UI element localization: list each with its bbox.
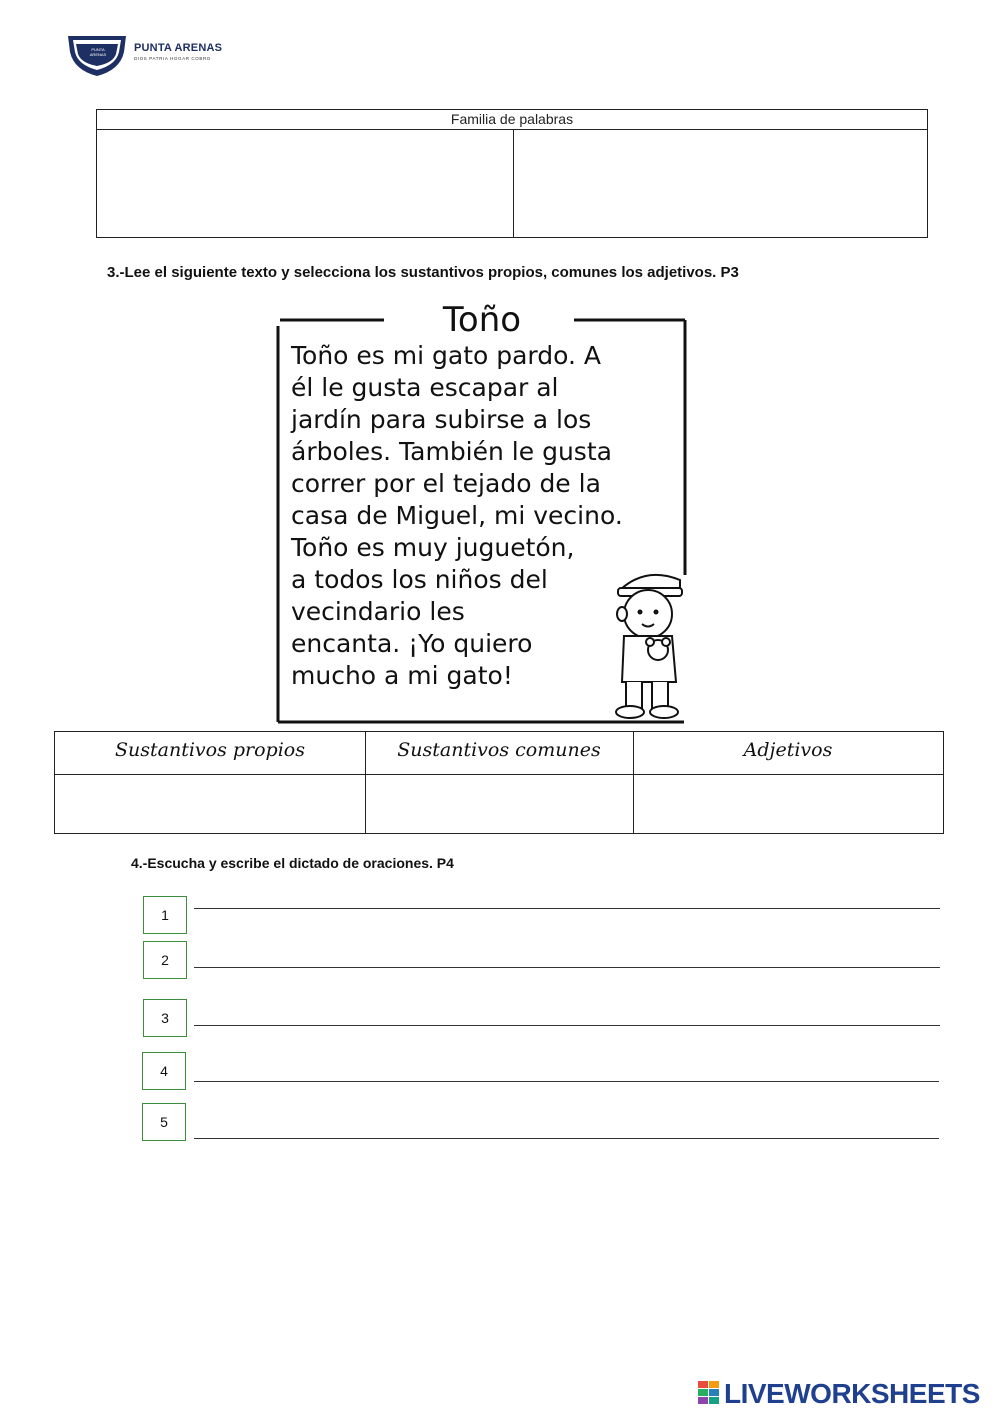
reading-line: mucho a mi gato!	[291, 661, 513, 690]
liveworksheets-brand: LIVEWORKSHEETS	[724, 1378, 980, 1409]
common-nouns-header: Sustantivos comunes	[365, 732, 633, 775]
question-4-prompt: 4.-Escucha y escribe el dictado de oraciones. P4	[131, 855, 454, 871]
dictation-answer-line[interactable]	[194, 967, 940, 968]
school-logo	[66, 32, 226, 82]
logo-title: PUNTA ARENAS	[134, 42, 223, 54]
reading-line: él le gusta escapar al	[291, 373, 559, 402]
reading-line: jardín para subirse a los	[291, 405, 592, 434]
dictation-number-box: 3	[143, 999, 187, 1037]
dictation-answer-line[interactable]	[194, 908, 940, 909]
reading-line: vecindario les	[291, 597, 465, 626]
reading-line: casa de Miguel, mi vecino.	[291, 501, 623, 530]
dictation-number-box: 2	[143, 941, 187, 979]
word-family-cell-right[interactable]	[513, 129, 927, 237]
adjectives-header: Adjetivos	[633, 732, 943, 775]
reading-title: Toño	[442, 300, 522, 340]
liveworksheets-logo-icon	[698, 1381, 720, 1405]
proper-nouns-column	[55, 732, 366, 833]
dictation-answer-line[interactable]	[194, 1138, 939, 1139]
common-nouns-answer-cell[interactable]	[365, 775, 633, 833]
dictation-number-box: 4	[142, 1052, 186, 1090]
reading-line: Toño es mi gato pardo. A	[291, 341, 601, 370]
reading-line: correr por el tejado de la	[291, 469, 601, 498]
reading-card	[276, 300, 688, 724]
logo-badge-text: PUNTA ARENAS	[89, 47, 107, 57]
word-family-header: Familia de palabras	[97, 110, 927, 130]
common-nouns-column	[365, 732, 634, 833]
adjectives-column	[633, 732, 943, 833]
proper-nouns-header: Sustantivos propios	[55, 732, 365, 775]
dictation-answer-line[interactable]	[194, 1081, 939, 1082]
proper-nouns-answer-cell[interactable]	[55, 775, 365, 833]
nouns-table	[54, 731, 944, 834]
question-3-prompt: 3.-Lee el siguiente texto y selecciona los sustantivos propios, comunes los adjetivos. P3	[107, 264, 739, 281]
dictation-number-box: 5	[142, 1103, 186, 1141]
word-family-cell-left[interactable]	[97, 129, 514, 237]
reading-line: encanta. ¡Yo quiero	[291, 629, 533, 658]
reading-line: árboles. También le gusta	[291, 437, 612, 466]
reading-line: a todos los niños del	[291, 565, 548, 594]
boy-holding-toy-icon	[606, 562, 688, 722]
dictation-number-box: 1	[143, 896, 187, 934]
reading-line: Toño es muy juguetón,	[291, 533, 575, 562]
word-family-table	[96, 109, 928, 238]
adjectives-answer-cell[interactable]	[633, 775, 943, 833]
logo-motto: DIOS PATRIA HOGAR COBRO	[134, 56, 211, 61]
dictation-answer-line[interactable]	[194, 1025, 940, 1026]
